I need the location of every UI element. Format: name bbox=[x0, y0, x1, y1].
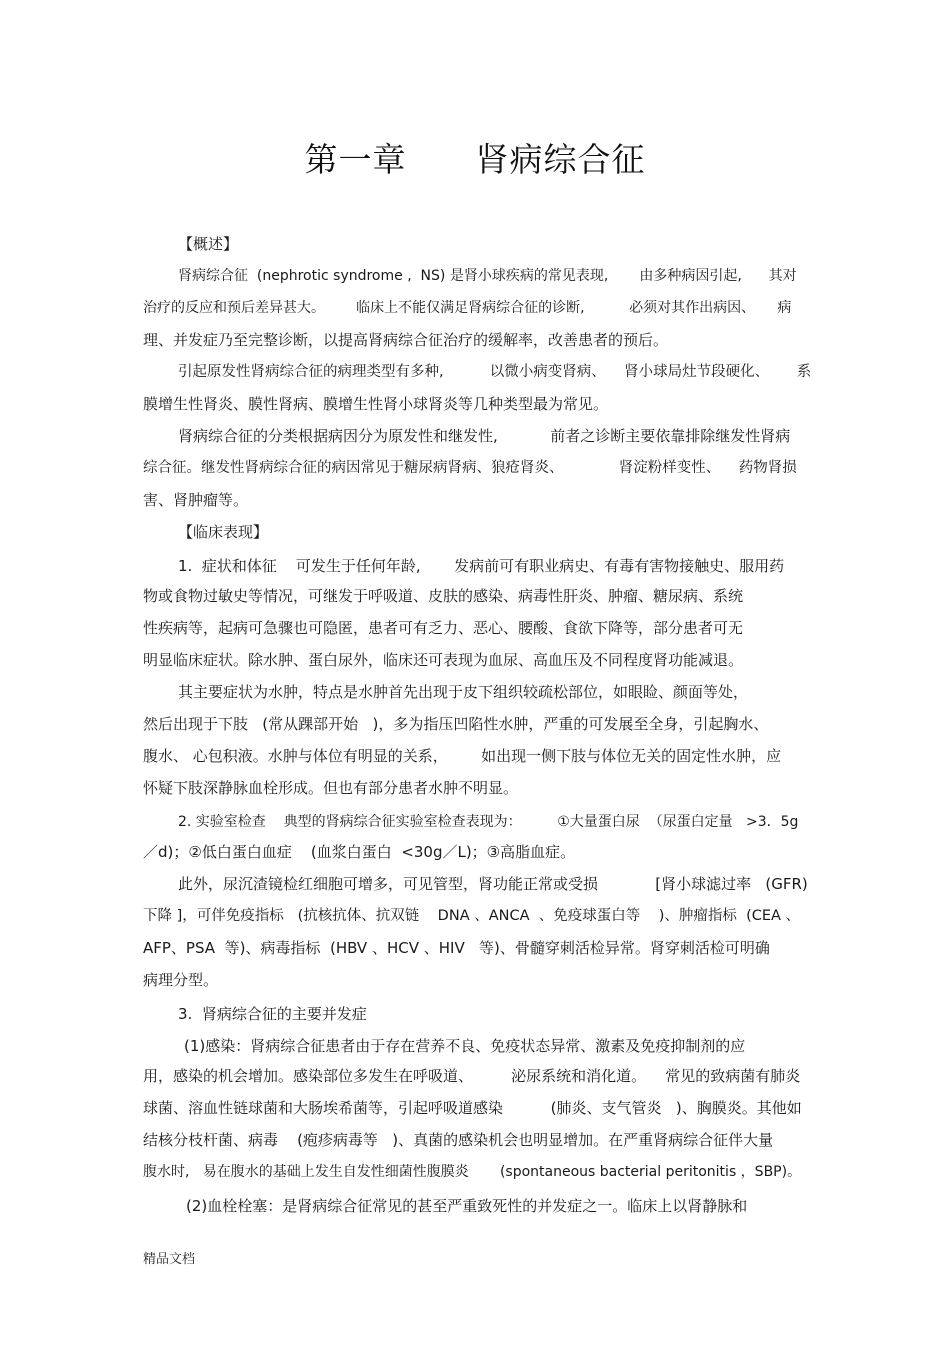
paragraph-line: 肾病综合征的分类根据病因分为原发性和继发性, 前者之诊断主要依靠排除继发性肾病 bbox=[178, 427, 791, 445]
paragraph-line: 然后出现于下肢 (常从踝部开始 )，多为指压凹陷性水肿，严重的可发展至全身，引起胸水、 bbox=[143, 715, 769, 733]
paragraph-line: 此外，尿沉渣镜检红细胞可增多，可见管型，肾功能正常或受损 [肾小球滤过率 (GFR) bbox=[178, 875, 808, 893]
paragraph-line: 病理分型。 bbox=[143, 971, 219, 989]
paragraph-line: 治疗的反应和预后差异甚大。 临床上不能仅满足肾病综合征的诊断, 必须对其作出病因、 病 bbox=[143, 300, 792, 316]
paragraph-line: (2)血栓栓塞：是肾病综合征常见的甚至严重致死性的并发症之一。临床上以肾静脉和 bbox=[186, 1197, 748, 1215]
paragraph-line: 物或食物过敏史等情况，可继发于呼吸道、皮肤的感染、病毒性肝炎、肿瘤、糖尿病、系统 bbox=[143, 587, 744, 605]
paragraph-line: (1)感染：肾病综合征患者由于存在营养不良、免疫状态异常、激素及免疫抑制剂的应 bbox=[184, 1037, 746, 1055]
paragraph-line: ／d)；②低白蛋白血症 (血浆白蛋白 <30g／L)；③高脂血症。 bbox=[143, 843, 576, 861]
paragraph-line: 球菌、溶血性链球菌和大肠埃希菌等，引起呼吸道感染 (肺炎、支气管炎 )、胸膜炎。其他如 bbox=[143, 1099, 802, 1117]
chapter-title: 第一章 肾病综合征 bbox=[304, 140, 646, 179]
section-heading-overview: 【概述】 bbox=[178, 235, 239, 253]
paragraph-line: 性疾病等，起病可急骤也可隐匿，患者可有乏力、恶心、腰酸、食欲下降等，部分患者可无 bbox=[143, 619, 744, 637]
paragraph-line: 用，感染的机会增加。感染部位多发生在呼吸道、 泌尿系统和消化道。 常见的致病菌有肺炎 bbox=[143, 1067, 801, 1085]
footer-label: 精品文档 bbox=[143, 1252, 196, 1267]
paragraph-line: 1. 症状和体征 可发生于任何年龄, 发病前可有职业病史、有毒有害物接触史、服用药 bbox=[178, 557, 785, 575]
paragraph-line: 腹水、 心包积液。水肿与体位有明显的关系， 如出现一侧下肢与体位无关的固定性水肿，应 bbox=[143, 747, 782, 765]
section-heading-complications: 3. 肾病综合征的主要并发症 bbox=[178, 1005, 367, 1023]
paragraph-line: 膜增生性肾炎、膜性肾病、膜增生性肾小球肾炎等几种类型最为常见。 bbox=[143, 395, 609, 413]
section-heading-clinical: 【临床表现】 bbox=[178, 523, 269, 541]
paragraph-line: 结核分枝杆菌、病毒 (疱疹病毒等 )、真菌的感染机会也明显增加。在严重肾病综合征伴大量 bbox=[143, 1131, 774, 1149]
paragraph-line: 腹水时, 易在腹水的基础上发生自发性细菌性腹膜炎 (spontaneous bacterial peritonitis ，SBP)。 bbox=[143, 1164, 802, 1180]
paragraph-line: 下降 ]，可伴免疫指标 (抗核抗体、抗双链 DNA 、ANCA 、免疫球蛋白等 )、肿瘤指标 (CEA 、 bbox=[143, 908, 801, 924]
paragraph-line: 引起原发性肾病综合征的病理类型有多种, 以微小病变肾病、 肾小球局灶节段硬化、 系 bbox=[178, 364, 812, 380]
paragraph-line: 综合征。继发性肾病综合征的病因常见于糖尿病肾病、狼疮肾炎、 肾淀粉样变性、 药物肾损 bbox=[143, 460, 797, 476]
paragraph-line: 其主要症状为水肿，特点是水肿首先出现于皮下组织较疏松部位，如眼睑、颜面等处， bbox=[178, 683, 749, 701]
paragraph-line: 2. 实验室检查 典型的肾病综合征实验室检查表现为： ①大量蛋白尿 （尿蛋白定量 >3．5g bbox=[178, 814, 799, 830]
paragraph-line: 肾病综合征 (nephrotic syndrome , NS) 是肾小球疾病的常见表现, 由多种病因引起, 其对 bbox=[178, 268, 797, 284]
paragraph-line: AFP、PSA 等)、病毒指标 (HBV 、HCV 、HIV 等)、骨髓穿刺活检异常。肾穿刺活检可明确 bbox=[143, 939, 770, 957]
paragraph-line: 怀疑下肢深静脉血栓形成。但也有部分患者水肿不明显。 bbox=[143, 779, 519, 797]
paragraph-line: 害、肾肿瘤等。 bbox=[143, 491, 249, 509]
paragraph-line: 理、并发症乃至完整诊断，以提高肾病综合征治疗的缓解率，改善患者的预后。 bbox=[143, 331, 669, 349]
paragraph-line: 明显临床症状。除水肿、蛋白尿外，临床还可表现为血尿、高血压及不同程度肾功能减退。 bbox=[143, 651, 744, 669]
